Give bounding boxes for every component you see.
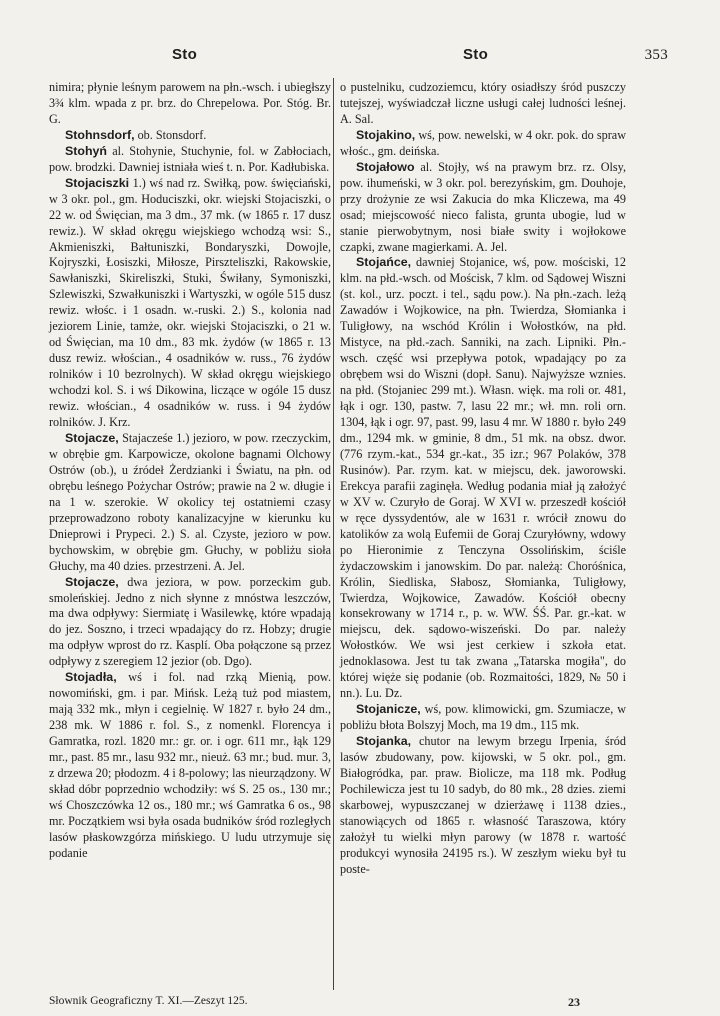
entry-headword: Stojańce, [356,255,412,270]
entry-text: dawniej Stojanice, wś, pow. mościski, 12 klm. na płd.-wsch. od Mościsk, 7 klm. od Sądowej Wiszni (st. kol., urz. poczt. i tel., sądu pow.). Na płn.-zach. leżą Zawadów i Wojkowice, na płn. Twierdza, Słomianka i Tuligłowy, na wschód Królin i Wołostków, na płd. Mistyce, na płd.-zach. Sanniki, na zach. Lipniki. Płn.-wsch. część wsi przepływa potok, wpadający po za obrębem wsi do Wiszni (dopł. Sanu). Najwyższe wznies. na płd. (Stojaniec 299 mt.). Własn. więk. ma roli or. 481, łąk i ogr. 130, pastw. 7, lasu 22 mr.; wł. mn. roli orn. 1304, łąk i ogr. 97, past. 99, lasu 4 mr. W 1880 r. było 249 dm., 1294 mk. w gminie, 8 dm., 51 mk. na obsz. dwor. (776 rzym.-kat., 534 gr.-kat., 35 izr.; 967 Polaków, 378 Rusinów). Par. rzym. kat. w miejscu, dek. jaworowski. Erekcya parafii zaginęła. Według podania miał ją założyć w XV w. Czuryło de Goraj. W XVI w. przeszedł kościół w ręce dyssydentów, ale w 1631 r. wrócił znowu do katolików za wolą Eufemii de Goraj Czuryłówny, wdowy po Hieronimie z Tenczyna Ossolińskim, ściśle żydaczowskim i janowskim. Do par. należą: Choróśnica, Królin, Siedliska, Słabosz, Słomianka, Tuligłowy, Twierdza, Wojkowice, Zawadów. Kościół obecny konsekrowany w 1714 r., p. w. WW. ŚŚ. Par. gr.-kat. w miejscu, dek. sądowo-wiszeński. Do par. należy Wołostków. We wsi jest cerkiew i szkoła etat. jednoklasowa. Jest tu tak zwana „Tatarska mogiła", do której więże się podanie (ob. Rozmaitości, 1829, № 50 i nn.). Lu. Dz. [340,255,626,701]
entry-headword: Stojałowo [356,159,415,174]
dictionary-entry [49,670,331,861]
dictionary-entry [49,128,331,144]
dictionary-entry [49,431,331,575]
entry-text: nimira; płynie leśnym parowem na płn.-wsch. i ubiegłszy 3¾ klm. wpada z pr. brz. do Chrepelowa. Por. Stóg. Br. G. [49,80,331,126]
signature-mark: 23 [568,995,580,1009]
entry-text: wś, pow. newelski, w 4 okr. pok. do spraw włośc., gm. deińska. [340,127,626,158]
entry-text: Stajacześe 1.) jezioro, w pow. rzeczyckim, w obrębie gm. Karpowicze, okolone bagnami Olchowy Ostrów (ob.), u źródeł Żerdzianki i Światu, na płn. od obrębu leśnego Pożychar Ostrów; prawie na 2 w. długie i na 1 w. szerokie. W okolicy tej ostatniemi czasy przeprowadzono roboty kanalizacyjne w kierunku ku Dnieprowi i Prypeci. 2.) S. al. Czyste, jezioro w pow. bychowskim, w obrębie gm. Głuchy, w pobliżu sioła Głuchy, ma 40 dzies. przestrzeni. A. Jel. [49,430,331,573]
entry-headword: Stohnsdorf, [65,127,135,142]
dictionary-entry [49,144,331,176]
running-head-right: Sto [463,46,489,63]
entry-text: o pustelniku, cudzoziemcu, który osiadłszy śród puszczy tutejszej, wyświadczał liczne usługi całej ludności leśnej. A. Sal. [340,80,626,126]
entry-headword: Stojakino, [356,127,416,142]
entry-headword: Stojacze, [65,430,119,445]
entry-headword: Stojaciszki [65,175,130,190]
running-head-left: Sto [172,46,198,63]
dictionary-entry [49,575,331,671]
entry-text: chutor na lewym brzegu Irpenia, śród lasów zbudowany, pow. kijowski, w 5 okr. pol., gm. Białogródka, par. praw. Biolicze, ma 118 mk. Podług Pochilewicza jest tu 10 sadyb, do 80 mk., 28 dzies. ziemi skarbowej, wypuszczanej w dzierżawę i 1138 dzies., stanowiących od 1865 r. własność Taraszowa, który założył tu wielki młyn parowy (w 1878 r. wartość produkcyi wynosiła 24195 rs.). W zeszłym wieku był tu poste- [340,734,626,876]
entry-text: ob. Stonsdorf. [134,127,207,142]
entry-text: al. Stohynie, Stuchynie, fol. w Zabłociach, pow. brodzki. Dawniej istniała wieś t. n. Por. Kadłubiska. [49,143,331,174]
dictionary-entry [340,128,626,160]
entry-headword: Stojadła, [65,670,117,685]
entry-headword: Stojacze, [65,574,119,589]
entry-headword: Stojanka, [356,734,412,749]
entry-headword: Stojanicze, [356,702,421,717]
right-column [340,80,626,878]
column-divider [333,78,334,990]
entry-headword: Stohyń [65,143,107,158]
dictionary-entry [49,176,331,431]
dictionary-entry [340,160,626,256]
dictionary-entry [340,255,626,702]
entry-text: wś i fol. nad rzką Mienią, pow. nowomiński, gm. i par. Mińsk. Leżą tuż pod miastem, mają 332 mk., młyn i cegielnię. W 1827 r. było 24 dm., 238 mk. W 1886 r. fol. S., z nomenkl. Florencya i Gamratka, rozl. 1820 mr.: gr. or. i ogr. 611 mr., łąk 129 mr., past. 85 mr., lasu 932 mr., nieuż. 63 mr.; bud. mur. 3, z drzewa 20; płodozm. 4 i 8-polowy; las nieurządzony. W skład dóbr poprzednio wchodziły: wś S. 25 os., 130 mr.; wś Choszczówka 12 os., 180 mr.; wś Gamratka 6 os., 98 mr. Początkiem wsi była osada budników śród rozległych lasów płaskowzgórza mińskiego. U ludu utrzymuje się podanie [49,670,331,860]
dictionary-entry [340,734,626,878]
footer-title: Słownik Geograficzny T. XI.—Zeszyt 125. [49,995,248,1007]
dictionary-entry [340,80,626,128]
left-column [49,80,331,862]
entry-text: 1.) wś nad rz. Swiłką, pow. święciański, w 3 okr. pol., gm. Hoduciszki, okr. wiejski Stojaciszki, o 22 w. od Święcian, ma 3 dm., 37 mk. (w 1865 r. 17 dusz rewiz.). W skład okręgu wiejskiego wchodzą wsi: S., Akmieniszki, Bałtuniszki, Bondaryszki, Dowojle, Kojryszki, Łosiszki, Miłosze, Pirszteliszki, Rakowskie, Sawłaniszki, Skireliszki, Stuki, Świłany, Symoniszki, Szlewiszki, Szwałkuniszki i Wartyszki, w ogóle 515 dusz rewiz. włośc. i 1 osadn. w.-ruski. 2.) S., kolonia nad jeziorem Linie, tamże, okr. wiejski Stojaciszki, o 21 w. od Święcian, ma 10 dm., 83 mk. żydów (w 1865 r. 13 dusz rewiz. włościan., 4 osadników w. russ., 76 żydów rolników i 10 bezrolnych). W skład okręgu wiejskiego wchodzi kol. S. i wś Dikowina, liczące w ogóle 15 dusz rewiz. włościan., 4 osadników w. russ. i 94 żydów rolników. J. Krz. [49,175,331,430]
dictionary-entry [340,702,626,734]
entry-text: al. Stojły, wś na prawym brz. rz. Olsy, pow. ihumeński, w 3 okr. pol. berezyńskim, gm. Douhoje, przy drożynie ze wsi Zakucia do mka Kliczewa, ma 49 osad; miejscowość nieco falista, grunta ubogie, lud w stanie pierwobytnym, nosi białe swity i wojłokowe czapki, zwane magierkami. A. Jel. [340,159,626,254]
page-number: 353 [644,47,668,63]
dictionary-entry [49,80,331,128]
entry-text: dwa jeziora, w pow. porzeckim gub. smoleńskiej. Jedno z nich słynne z mnóstwa leszczów, ma dwa odpływy: Siermiatę i Wasilewkę, które wpadają do jez. Soszno, i trzeci wpadający do rz. Hobzy; drugie ma odpływ wprost do rz. Kasplí. Oba połączone są przez odpływy z szeregiem 12 jezior (ob. Dgo). [49,574,331,669]
entry-text: wś, pow. klimowicki, gm. Szumiacze, w pobliżu błota Bolszyj Moch, ma 19 dm., 115 mk. [340,702,626,733]
